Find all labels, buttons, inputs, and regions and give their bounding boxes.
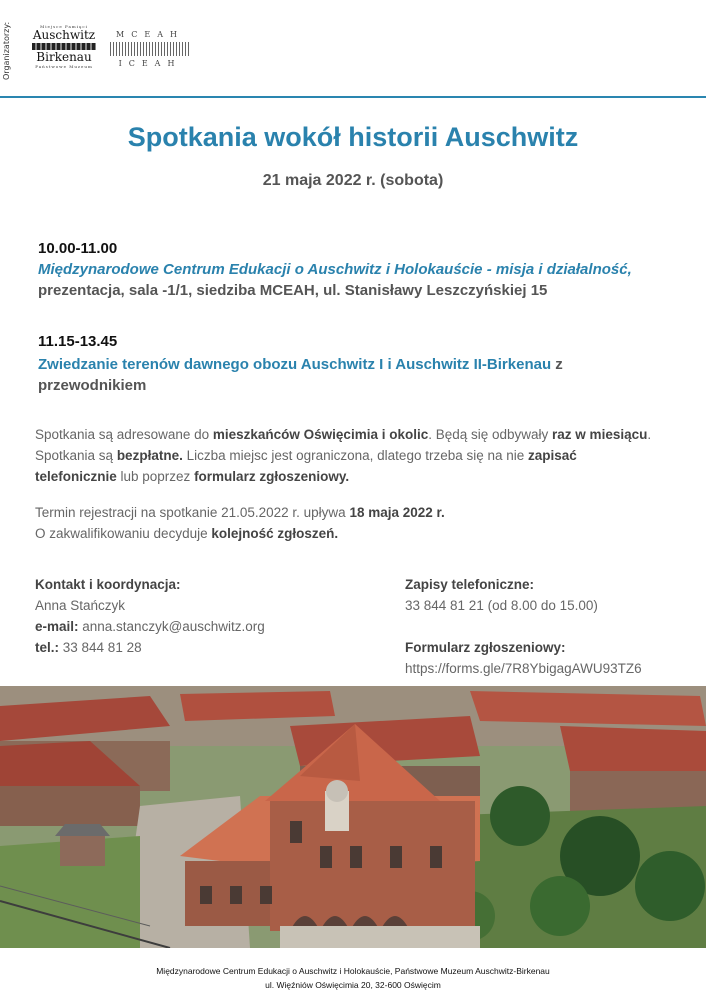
schedule-item-1 (38, 240, 678, 299)
schedule-title-suffix: z (551, 356, 563, 373)
contact-phone: 33 844 81 28 (59, 640, 142, 655)
schedule-time: 11.15-13.45 (38, 333, 118, 350)
contact-name: Anna Stańczyk (35, 598, 126, 613)
schedule-time: 10.00-11.00 (38, 240, 118, 257)
info-paragraph: Spotkania są adresowane do mieszkańców Oświęcimia i okolic. Będą się odbywały raz w miesiącu. Spotkania są bezpłatne. Liczba miejsc jest ograniczona, dlatego trzeba się na nie zapisać telefonicznie lub poprzez formularz zgłoszeniowy. (35, 427, 652, 484)
schedule-item-2 (38, 333, 678, 394)
contact-heading: Kontakt i koordynacja: (35, 577, 181, 592)
schedule-detail: przewodnikiem (38, 377, 147, 394)
mceah-logo: MCEAH ICEAH (110, 30, 190, 74)
auschwitz-birkenau-logo: Miejsce Pamięci Auschwitz Birkenau Państwowe Muzeum (32, 24, 96, 69)
aerial-photo-auschwitz-buildings (0, 686, 706, 948)
registration-form-link[interactable]: https://forms.gle/7R8YbigagAWU93TZ6 (405, 661, 642, 676)
logo-barcode-graphic (32, 43, 96, 50)
logo-pattern-graphic (110, 42, 190, 56)
photo-illustration (0, 686, 706, 948)
schedule-title: Międzynarodowe Centrum Edukacji o Auschwitz i Holokauście - misja i działalność, (38, 261, 632, 278)
registration-section (405, 574, 695, 679)
footer (0, 964, 706, 992)
phone-registration-heading: Zapisy telefoniczne: (405, 577, 535, 592)
form-registration-heading: Formularz zgłoszeniowy: (405, 640, 566, 655)
registration-deadline: Termin rejestracji na spotkanie 21.05.2022 r. upływa 18 maja 2022 r. O zakwalifikowaniu decyduje kolejność zgłoszeń. (35, 505, 445, 541)
event-date: 21 maja 2022 r. (sobota) (262, 172, 444, 189)
registration-phone: 33 844 81 21 (od 8.00 do 15.00) (405, 598, 598, 613)
organizers-label: Organizatorzy: (2, 21, 11, 80)
header-divider (0, 96, 706, 98)
schedule-title: Zwiedzanie terenów dawnego obozu Auschwitz I i Auschwitz II-Birkenau (38, 356, 552, 373)
footer-address: ul. Więźniów Oświęcimia 20, 32-600 Oświęcim (265, 980, 441, 990)
contact-email-link[interactable]: anna.stanczyk@auschwitz.org (78, 619, 265, 634)
footer-organization: Międzynarodowe Centrum Edukacji o Auschwitz i Holokauście, Państwowe Muzeum Auschwitz-Birkenau (156, 966, 550, 976)
schedule-detail: prezentacja, sala -1/1, siedziba MCEAH, ul. Stanisławy Leszczyńskiej 15 (38, 282, 548, 299)
contact-section: Kontakt i koordynacja: Anna Stańczyk e-mail: anna.stanczyk@auschwitz.org tel.: 33 844 81 28 (35, 574, 375, 658)
page-title: Spotkania wokół historii Auschwitz (127, 122, 579, 152)
